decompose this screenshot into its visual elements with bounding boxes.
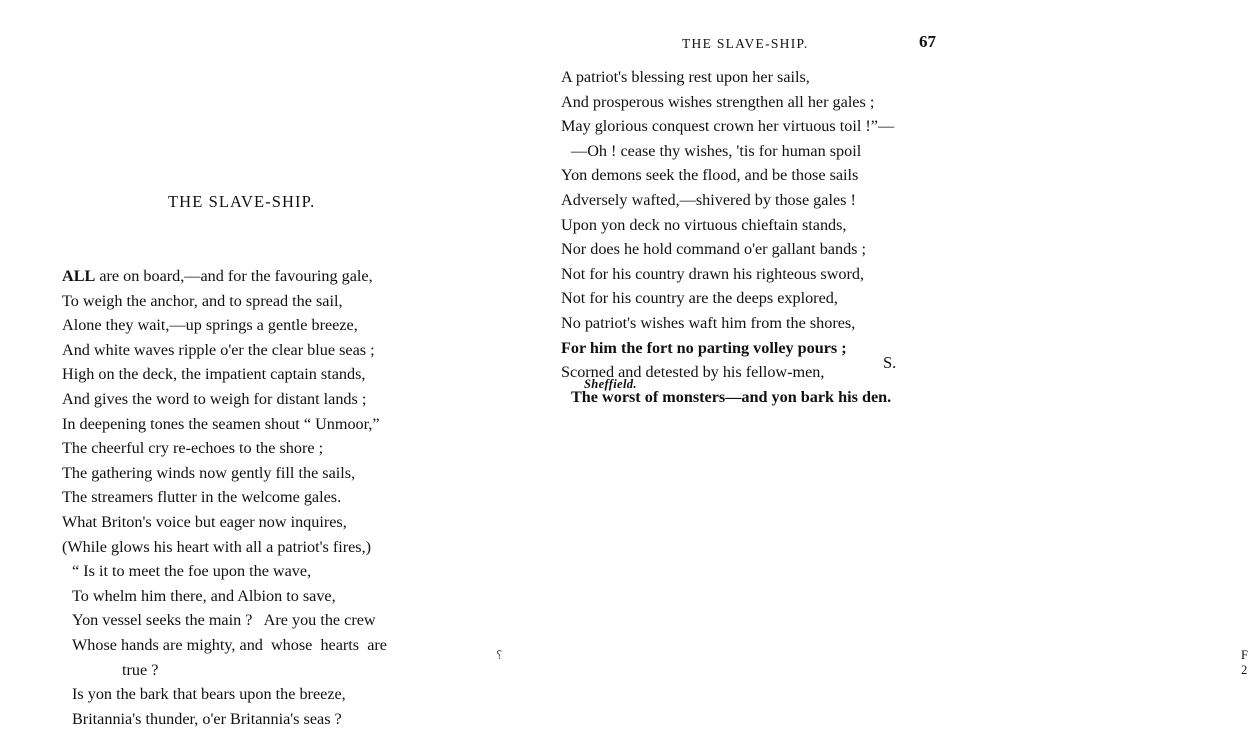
poem-title: THE SLAVE-SHIP. [168,192,316,211]
verse-line: A patriot's blessing rest upon her sails, [561,68,810,86]
verse-line: For him the fort no parting volley pours ; [561,338,847,357]
verse-line: Not for his country are the deeps explored, [561,289,838,308]
verse-line: “ Is it to meet the foe upon the wave, [72,562,312,581]
place-line: Sheffield. [584,377,637,391]
sheet-signature: F 2 [1241,648,1251,677]
verse-line: Not for his country drawn his righteous sword, [561,264,865,283]
verse-line: true ? [122,660,159,679]
verse-line: (While glows his heart with all a patriot's fires,) [62,537,372,556]
verse-line: And prosperous wishes strengthen all her gales ; [561,92,875,111]
verse-line: In deepening tones the seamen shout “ Unmoor,” [62,414,380,433]
verse-line: High on the deck, the impatient captain stands, [62,365,366,384]
running-head: THE SLAVE-SHIP. [682,36,809,51]
page-number: 67 [919,32,936,51]
verse-line: The worst of monsters—and yon bark his den. [571,387,892,406]
right-page-verse [561,65,981,409]
verse-line: No patriot's wishes waft him from the shores, [561,313,856,332]
verse-line: —Oh ! cease thy wishes, 'tis for human spoil [571,141,862,160]
gutter-mark: ⸮ [496,648,503,662]
verse-line: Whose hands are mighty, and whose hearts are [72,635,387,654]
verse-line: Is yon the bark that bears upon the breeze, [72,685,346,704]
verse-line: Nor does he hold command o'er gallant bands ; [561,240,867,259]
verse-line: Yon demons seek the flood, and be those sails [561,166,859,185]
verse-line: To weigh the anchor, and to spread the sail, [62,291,343,310]
left-page [0,0,503,728]
verse-line: Alone they wait,—up springs a gentle breeze, [62,316,358,335]
verse-line: The gathering winds now gently fill the sails, [62,463,356,482]
left-page-verse [62,264,482,731]
verse-line: Yon vessel seeks the main ? Are you the crew [72,611,376,630]
author-signature: S. [883,353,897,372]
verse-line: And gives the word to weigh for distant lands ; [62,389,367,408]
verse-line: Upon yon deck no virtuous chieftain stands, [561,215,847,234]
verse-line: And white waves ripple o'er the clear blue seas ; [62,340,375,359]
verse-line: The cheerful cry re-echoes to the shore ; [62,439,324,458]
verse-line: What Briton's voice but eager now inquires, [62,512,347,531]
verse-line [62,264,482,289]
verse-line: Adversely wafted,—shivered by those gales ! [561,190,856,209]
right-page [490,0,1251,684]
verse-line-text: are on board,—and for the favouring gale, [95,267,373,285]
verse-line: Scorned and detested by his fellow-men, [561,363,825,382]
verse-line: To whelm him there, and Albion to save, [72,586,336,605]
verse-line: Britannia's thunder, o'er Britannia's seas ? [72,709,342,728]
drop-capital: ALL [62,267,96,285]
verse-line: May glorious conquest crown her virtuous toil !”— [561,117,895,136]
verse-line: The streamers flutter in the welcome gales. [62,488,342,507]
